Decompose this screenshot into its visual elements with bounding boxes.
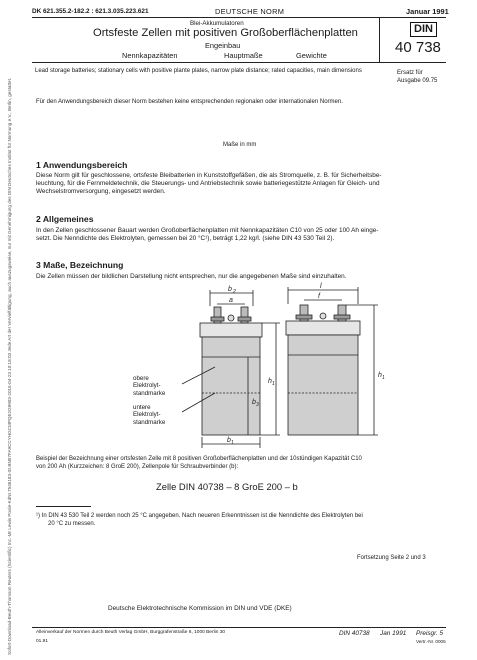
section-3-intro: Die Zellen müssen der bildlichen Darstellung nicht entsprechen, nur die angegebenen Maße sind einzuhalten.: [36, 273, 347, 280]
footer-vertr: Vertr.-Nr. 0005: [416, 639, 446, 644]
issue-date: Januar 1991: [406, 7, 449, 16]
upper-mark-line-1: obere: [133, 375, 149, 382]
committee: Deutsche Elektrotechnische Kommission im DIN und VDE (DKE): [108, 605, 292, 612]
publisher-label: DEUTSCHE NORM: [215, 7, 285, 16]
upper-mark-line-3: standmarke: [133, 389, 166, 397]
replacement-label: Ersatz für: [397, 70, 423, 76]
upper-mark-line-2: Elektrolyt-: [133, 382, 161, 390]
footer-sales: Alleinverkauf der Normen durch Beuth Verlag GmbH, Burggrafenstraße 6, 1000 Berlin 30: [36, 630, 226, 635]
example-line-1: Beispiel der Bezeichnung einer ortsfesten Zelle mit 8 positiven Großoberflächenplatten und der 10stündigen Kapazität C10: [36, 456, 362, 462]
regional-note: Für den Anwendungsbereich dieser Norm bestehen keine entsprechenden regionalen oder internationalen Normen.: [36, 99, 343, 105]
dk-number: DK 621.355.2-182.2 : 621.3.035.223.621: [32, 8, 149, 15]
dim-l: l: [320, 283, 322, 290]
lower-mark-line-2: Elektrolyt-: [133, 411, 161, 419]
keyword-2: Hauptmaße: [224, 51, 263, 60]
dim-b2: b: [228, 286, 232, 293]
document-title: Ortsfeste Zellen mit positiven Großoberflächenplatten: [93, 27, 358, 39]
units-note: Maße in mm: [223, 142, 257, 148]
section-2-heading: 2 Allgemeines: [36, 214, 94, 224]
keyword-1: Nennkapazitäten: [122, 51, 178, 60]
installation-note: Engeinbau: [205, 41, 241, 50]
footer-price: Preisgr. 5: [416, 630, 444, 637]
lower-mark-label: [133, 404, 165, 426]
section-1-heading: 1 Anwendungsbereich: [36, 160, 128, 170]
dim-h: h: [378, 372, 382, 379]
footer-issue: Jan 1991: [380, 630, 407, 637]
din-logo-text: DIN: [414, 23, 433, 35]
designation: Zelle DIN 40738 – 8 GroE 200 – b: [156, 481, 298, 492]
right-cell-body: [288, 335, 358, 435]
example-line-2: von 200 Ah (Kurzzeichen: 8 GroE 200), Zellenpole für Schraubverbinder (b):: [36, 464, 239, 470]
section-1-line-1: Diese Norm gilt für geschlossene, ortsfeste Bleibatterien in Kunststoffgefäßen, die als Stromquelle, z. B. für Sicherheitsbe-: [36, 172, 382, 179]
dim-b3-sub: 3: [256, 402, 259, 408]
upper-mark-label: [133, 375, 165, 397]
left-cell-lid: [200, 323, 262, 337]
dim-h1-sub: 1: [272, 381, 275, 387]
english-title: Lead storage batteries; stationary cells with positive plante plates, narrow plate distance; rated capacities, main dimensions: [35, 68, 362, 74]
dim-b2-sub: 2: [233, 289, 236, 295]
footnote-line-2: 20 °C zu messen.: [48, 521, 96, 527]
footer-norm: DIN 40738: [339, 630, 370, 637]
keyword-3: Gewichte: [296, 51, 327, 60]
section-2-line-1: In den Zellen geschlossener Bauart werden Großoberflächenplatten mit Nennkapazitäten C10 von 25 oder 100 Ah einge-: [36, 227, 379, 234]
dim-b1: b: [227, 437, 231, 444]
continuation-note: Fortsetzung Seite 2 und 3: [357, 555, 426, 561]
right-cell-lid: [286, 321, 360, 335]
footnote-rule: [36, 506, 91, 507]
footnote-line-1: ¹) In DIN 43 530 Teil 2 werden noch 25 °C angegeben. Nach neueren Erkenntnissen ist die Nenndichte des Elektrolyten bei: [36, 513, 363, 519]
lower-mark-line-1: untere: [133, 404, 151, 411]
dim-h1: h: [268, 378, 272, 385]
section-1-line-2: leuchtung, für die Fernmeldetechnik, die Steuerungs- und Antriebstechnik sowie batteriegestützte Anlagen für Gleich- und: [36, 180, 380, 187]
dim-f: f: [318, 293, 320, 300]
lower-mark-line-3: standmarke: [133, 418, 166, 426]
dim-b1-sub: 1: [231, 440, 234, 446]
subtitle: Blei-Akkumulatoren: [190, 20, 244, 27]
side-watermark: Sofort-Download-Beuth-Thomson Reuters (Scientific) Inc.-Mr Lewis Poole-KdNr.7546183-ID.BN07FA9CCYHGCMPQE2G9903-2015-04-23 10:18:03 Jede Art der Vervielfältigung, auch auszugsweise, nur mit Genehmigung des DIN Deutsches Institut für Normung e.V., Berlin, gestattet.: [7, 77, 12, 655]
left-cell-body: [202, 337, 260, 435]
footer-code: 01.91: [36, 639, 49, 644]
dim-b3: b: [252, 399, 256, 406]
section-2-line-2: setzt. Die Nenndichte des Elektrolyten, gemessen bei 20 °C¹), beträgt 1,22 kg/l. (siehe DIN 43 530 Teil 2).: [36, 235, 335, 242]
replacement-issue: Ausgabe 09.75: [397, 78, 438, 84]
section-3-heading: 3 Maße, Bezeichnung: [36, 260, 124, 270]
norm-number: 40 738: [395, 39, 441, 56]
dim-a: a: [229, 297, 233, 304]
section-1-line-3: Wechselstromversorgung, eingesetzt werden.: [36, 188, 166, 195]
footer-rule: [32, 627, 446, 628]
dim-h-sub: 1: [382, 375, 385, 381]
